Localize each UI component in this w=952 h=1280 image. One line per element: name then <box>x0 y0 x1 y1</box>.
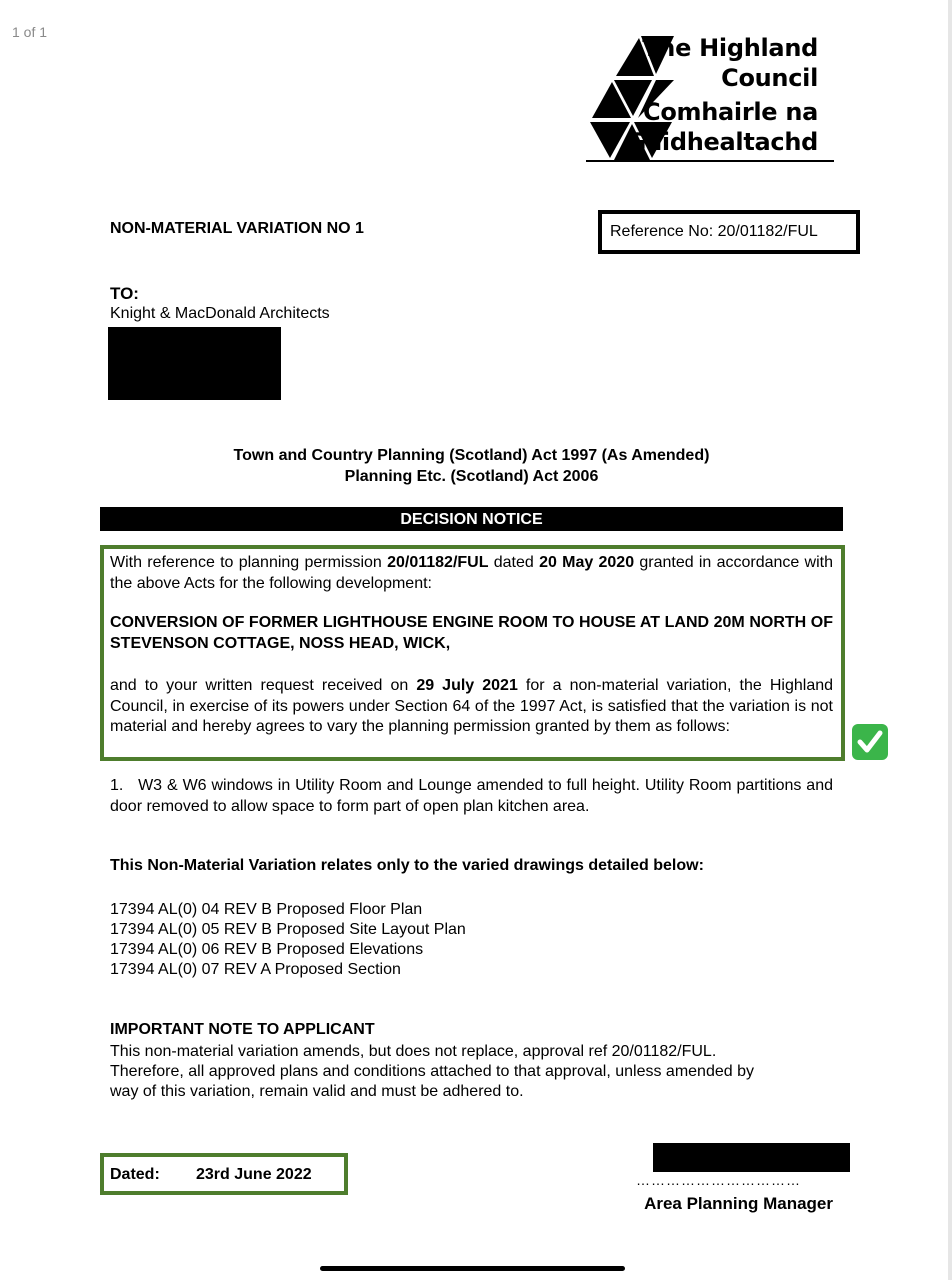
drawing-item: 17394 AL(0) 05 REV B Proposed Site Layout Plan <box>110 921 466 938</box>
decision-notice-heading: DECISION NOTICE <box>100 507 843 531</box>
redacted-signature <box>653 1143 850 1172</box>
home-indicator[interactable] <box>320 1266 625 1271</box>
note-line: way of this variation, remain valid and must be adhered to. <box>110 1083 524 1100</box>
note-line: This non-material variation amends, but does not replace, approval ref 20/01182/FUL. <box>110 1043 717 1060</box>
drawing-item: 17394 AL(0) 06 REV B Proposed Elevations <box>110 941 424 958</box>
para1-text-b: dated <box>488 554 540 571</box>
dated-label: Dated: <box>110 1166 160 1183</box>
reference-number: Reference No: 20/01182/FUL <box>610 223 818 240</box>
para1-text-c: granted in accordance with the above Acts for the following development: <box>110 554 834 592</box>
act-title-1: Town and Country Planning (Scotland) Act 1997 (As Amended) <box>233 447 710 464</box>
variation-item-1: 1. W3 & W6 windows in Utility Room and Lounge amended to full height. Utility Room partitions and door removed to allow space to form part of open plan kitchen area. <box>110 777 833 815</box>
drawings-heading: This Non-Material Variation relates only to the varied drawings detailed below: <box>110 857 704 874</box>
note-line: Therefore, all approved plans and conditions attached to that approval, unless amended by <box>110 1063 754 1080</box>
permission-date: 20 May 2020 <box>539 554 635 571</box>
dated-box <box>100 1153 348 1195</box>
development-description: CONVERSION OF FORMER LIGHTHOUSE ENGINE ROOM TO HOUSE AT LAND 20M NORTH OF STEVENSON COTTAGE, NOSS HEAD, WICK, <box>110 614 833 652</box>
page-counter: 1 of 1 <box>12 24 48 40</box>
logo-underline <box>586 160 834 162</box>
reference-box <box>598 210 860 254</box>
logo-text-line2: Council <box>721 64 818 92</box>
redacted-address <box>108 327 281 400</box>
drawing-item: 17394 AL(0) 07 REV A Proposed Section <box>110 961 401 978</box>
request-paragraph <box>110 676 833 738</box>
permission-paragraph <box>110 553 833 594</box>
request-date: 29 July 2021 <box>416 677 518 694</box>
logo-text-line4: Gàidhealtachd <box>626 128 818 156</box>
para2-text-b: for a non-material variation, the Highland Council, in exercise of its powers under Section 64 of the 1997 Act, is satisfied that the variation is not material and hereby agrees to vary the planning permission granted by them as follows: <box>110 677 834 735</box>
recipient-name: Knight & MacDonald Architects <box>110 305 330 322</box>
drawing-item: 17394 AL(0) 04 REV B Proposed Floor Plan <box>110 901 423 918</box>
to-label: TO: <box>110 284 139 303</box>
signatory-title: Area Planning Manager <box>644 1194 833 1213</box>
important-note-heading: IMPORTANT NOTE TO APPLICANT <box>110 1021 375 1038</box>
para2-text-a: and to your written request received on <box>110 677 417 694</box>
para1-text-a: With reference to planning permission <box>110 554 388 571</box>
permission-ref: 20/01182/FUL <box>387 554 489 571</box>
check-mark-icon <box>852 724 888 760</box>
logo-text-line3: Comhairle na <box>643 98 818 126</box>
highland-council-logo <box>586 36 836 164</box>
document-title: NON-MATERIAL VARIATION NO 1 <box>110 220 364 237</box>
signature-line: …………………………… <box>636 1172 801 1188</box>
logo-text-line1: The Highland <box>642 34 818 62</box>
dated-value: 23rd June 2022 <box>196 1166 312 1183</box>
act-title-2: Planning Etc. (Scotland) Act 2006 <box>344 468 599 485</box>
page-edge <box>948 0 952 1280</box>
